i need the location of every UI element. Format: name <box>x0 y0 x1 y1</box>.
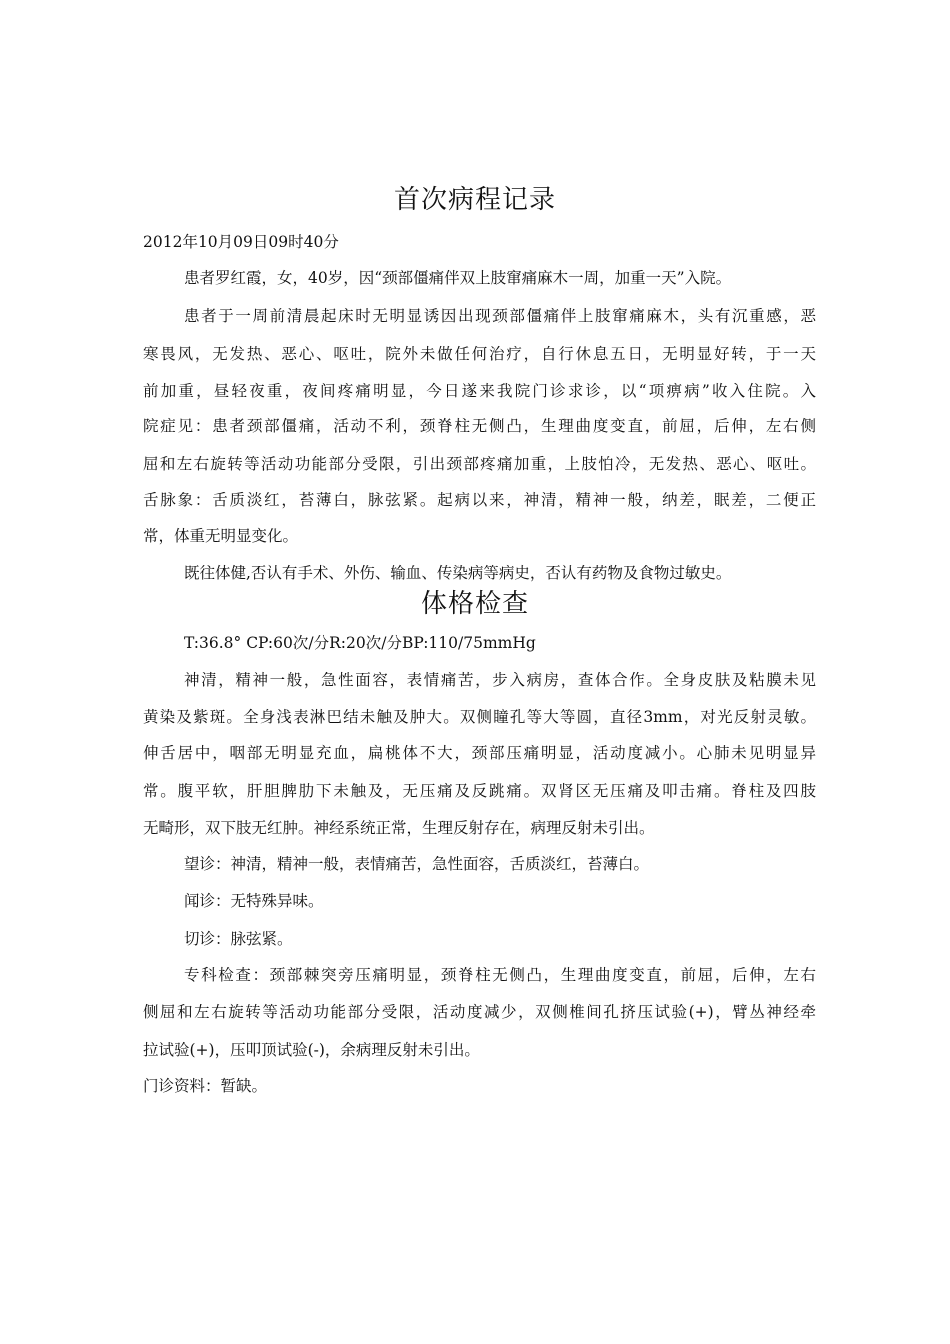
history-line: 患者于一周前清晨起床时无明显诱因出现颈部僵痛伴上肢窜痛麻木，头有沉重感，恶 <box>184 307 816 325</box>
auscultation-line: 闻诊：无特殊异味。 <box>184 892 324 910</box>
palpation-line: 切诊：脉弦紧。 <box>184 930 293 948</box>
history-line: 舌脉象：舌质淡红，苔薄白，脉弦紧。起病以来，神清，精神一般，纳差，眠差，二便正 <box>143 491 816 509</box>
exam-line: 黄染及紫斑。全身浅表淋巴结未触及肿大。双侧瞳孔等大等圆，直径3mm，对光反射灵敏。 <box>143 708 816 726</box>
exam-line: 伸舌居中，咽部无明显充血，扁桃体不大，颈部压痛明显，活动度减小。心肺未见明显异 <box>143 744 816 762</box>
exam-line: 常。腹平软，肝胆脾肋下未触及，无压痛及反跳痛。双肾区无压痛及叩击痛。脊柱及四肢 <box>143 782 816 800</box>
special-exam-line: 拉试验(+)，压叩顶试验(-)，余病理反射未引出。 <box>143 1041 480 1059</box>
special-exam-line: 专科检查：颈部棘突旁压痛明显，颈脊柱无侧凸，生理曲度变直，前屈，后伸，左右 <box>184 966 816 984</box>
history-line: 前加重，昼轻夜重，夜间疼痛明显，今日遂来我院门诊求诊，以“项痹病”收入住院。入 <box>143 382 816 400</box>
history-line: 屈和左右旋转等活动功能部分受限，引出颈部疼痛加重，上肢怕冷，无发热、恶心、呕吐。 <box>143 455 816 473</box>
outpatient-info: 门诊资料：暂缺。 <box>143 1077 268 1095</box>
special-exam-line: 侧屈和左右旋转等活动功能部分受限，活动度减少，双侧椎间孔挤压试验(+)，臂丛神经牵 <box>143 1003 816 1021</box>
vital-signs: T:36.8° CP:60次/分R:20次/分BP:110/75mmHg <box>184 634 536 652</box>
exam-line: 神清，精神一般，急性面容，表情痛苦，步入病房，查体合作。全身皮肤及粘膜未见 <box>184 671 816 689</box>
exam-section-title: 体格检查 <box>420 589 529 619</box>
history-line: 常，体重无明显变化。 <box>143 527 299 545</box>
history-line: 寒畏风，无发热、恶心、呕吐，院外未做任何治疗，自行休息五日，无明显好转，于一天 <box>143 345 816 363</box>
chief-complaint: 患者罗红霞，女，40岁，因“颈部僵痛伴双上肢窜痛麻木一周，加重一天”入院。 <box>184 269 732 287</box>
document-title: 首次病程记录 <box>393 185 556 215</box>
past-history: 既往体健,否认有手术、外伤、输血、传染病等病史，否认有药物及食物过敏史。 <box>184 564 732 582</box>
record-datetime: 2012年10月09日09时40分 <box>143 233 339 251</box>
inspection-line: 望诊：神清，精神一般，表情痛苦，急性面容，舌质淡红，苔薄白。 <box>184 855 650 873</box>
history-line: 院症见：患者颈部僵痛，活动不利，颈脊柱无侧凸，生理曲度变直，前屈，后伸，左右侧 <box>143 417 816 435</box>
exam-line: 无畸形，双下肢无红肿。神经系统正常，生理反射存在，病理反射未引出。 <box>143 819 655 837</box>
